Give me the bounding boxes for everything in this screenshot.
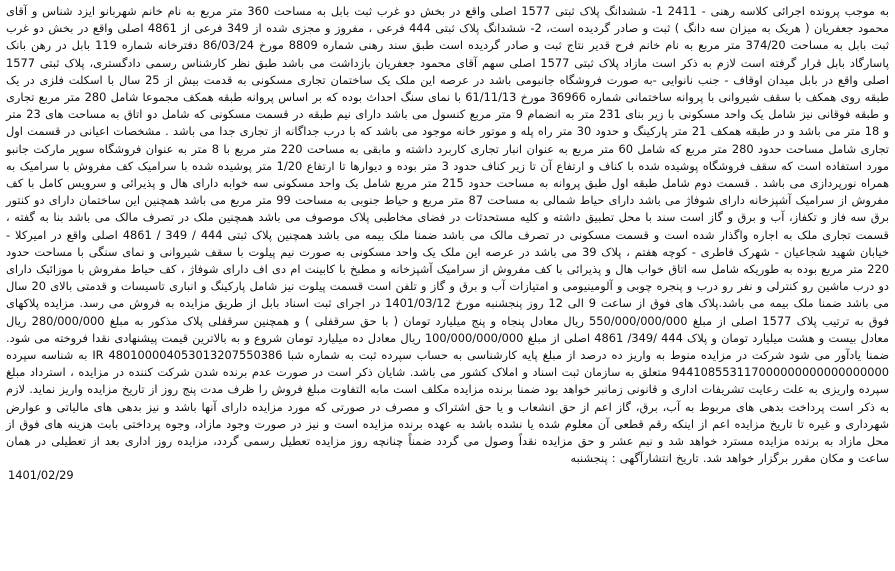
publication-date: 1401/02/29 [8,468,74,483]
auction-notice-text: به موجب پرونده اجرائی کلاسه رهنی - 2411 1- ششدانگ پلاک ثبتی 1577 اصلی واقع در بخش دو غرب ثبت بابل به مساحت 360 متر مربع به نام خانم شهربانو ایزد شناس و آقای محمود جعفریان ( هریک به میزان سه دانگ ) ثبت و صادر گردیده است، 2- ششدانگ پلاک ثبتی 444 فرعی ، مفروز و مجزی شده از 349 فرعی از 4861 اصلی واقع در بخش دو غرب ثبت بابل به مساحت 374/20 متر مربع به نام خانم فرح قدیر نتاج ثبت و صادر گردیده است طبق سند رهنی شماره 8809 مورخ 86/03/24 دفترخانه شماره 119 بابل در رهن بانک پاسارگاد بابل قرار گرفته است لازم به ذکر است مازاد پلاک ثبتی 1577 اصلی سهم آقای محمود جعفریان بازداشت می باشد طبق نظر کارشناس رسمی دادگستری، پلاک ثبتی 1577 اصلی واقع در بابل میدان اوقاف - جنب نانوایی -به صورت فروشگاه جانبومی باشد در عرصه این ملک یک ساختمان تجاری مسکونی به قدمت بیش از 25 سال با اسکلت فلزی در یک طبقه روی همکف با سقف شیروانی با پروانه ساختمانی شماره 36966 مورخ 61/11/13 با نمای سنگ احداث بوده که بر اساس پروانه طبقه همکف مجموعا شامل 280 متر مربع تجاری و طبقه فوقانی نیز شامل یک واحد مسکونی با زیر بنای 231 متر به انضمام 9 متر مربع کنسول می باشد دارای نیم طبقه در قسمت مسکونی که شامل دو اتاق به مساحت های 23 متر و 18 متر می باشد و در طبقه همکف 21 متر پارکینگ و حدود 30 متر راه پله و موتور خانه موجود می باشد که با درب جداگانه از تجاری جدا می باشد . مشخصات اعیانی در قسمت اول تجاری شامل مساحت حدود 280 متر مربع که شامل 60 متر مربع به عنوان انبار تجاری کاربرد داشته و مابقی به مساحت 220 متر مربع با 8 متر به عنوان فروشگاه سوپر مارکت جانبو مورد استفاده است که سقف فروشگاه پوشیده شده با کناف و ارتفاع آن تا زیر کناف حدود 3 متر بوده و دیوارها تا ارتفاع 1/20 متر پوشیده شده با سرامیک کف مفروش با سرامیک به همراه نورپردازی می باشد . قسمت دوم شامل طبقه اول طبق پروانه به مساحت حدود 215 متر مربع شامل یک واحد مسکونی سه خوابه دارای هال و پذیرائی و سرویس کامل با کف مفروش از سرامیک آشپزخانه دارای شوفاژ می باشد دارای حیاط شمالی به مساحت 87 متر مربع و حیاط جنوبی به مساحت 99 متر مربع می باشد همچنین این ساختمان دارای دو کنتور برق سه فاز و تکفاز، آب و برق و گاز است سند با محل تطبیق داشته و کلیه مستحدثات در فضای مخاطبی پلاک موصوف می باشد همچنین ملک در تصرف مالک می باشد بنا به گفته ، قسمت تجاری ملک به اجاره واگذار شده است و قسمت مسکونی در تصرف مالک می باشد ضمنا ملک بیمه می باشد همچنین پلاک ثبتی 444 / 349 / 4861 اصلی واقع در امیرکلا - خیابان شهید شجاعیان - شهرک فاطری - کوچه هفتم ، پلاک 39 می باشد در عرصه این ملک یک واحد مسکونی به صورت نیم پیلوت با سقف شیروانی و نمای سنگی با مساحت حدود 220 متر مربع بوده به طوریکه شامل سه اتاق خواب هال و پذیرائی با کف مفروش از سرامیک آشپزخانه و مطبخ با کابینت ام دی اف دارای شوفاژ ، کف حیاط مفروش با موزائیک دارای دو درب ماشین رو کنترلی و نفر رو درب و پنجره چوبی و آلومینیومی و امتیازات آب و برق و گاز و تلفن است قسمت پیلوت نیز شامل پارکینگ و انباری تاسیسات و قدمتی بالای 20 سال می باشد ضمنا ملک بیمه می باشد.پلاک های فوق از ساعت 9 الی 12 روز پنجشنبه مورخ 1401/03/12 در اجرای ثبت اسناد بابل از طریق مزایده به فروش می رسد. مزایده پلاکهای فوق به ترتیب پلاک 1577 اصلی از مبلغ 550/000/000/000 ریال معادل پنجاه و پنج میلیارد تومان ( با حق سرقفلی ) و همچنین سرقفلی پلاک مذکور به مبلغ 280/000/000 ریال معادل بیست و هشت میلیارد تومان و پلاک 444 /349/ 4861 اصلی از مبلغ 100/000/000/000 ریال معادل ده میلیارد تومان شروع و به بالاترین قیمت پیشنهادی نقدا فروخته می شود. ضمنا یادآور می شود شرکت در مزایده منوط به واریز ده درصد از مبلغ پایه کارشناسی به حساب سپرده ثبت به شماره شبا 480100004053013207550386 IR به شناسه سپرده 944108553117000000000000000000 متعلق به سازمان ثبت اسناد و املاک کشور می باشد. شایان ذکر است در صورت عدم برنده شدن شرکت کننده در مزایده ، استرداد مبلغ سپرده واریزی به علت رعایت تشریفات اداری و قانونی زمانبر خواهد بود ضمنا برنده مزایده مکلف است مابه التفاوت مبلغ فروش را ظرف مدت پنج روز از تاریخ مزایده واریز نماید. لازم به ذکر است پرداخت بدهی های مربوط به آب، برق، گاز اعم از حق انشعاب و یا حق اشتراک و مصرف در صورتی که مورد مزایده دارای آنها باشد و نیز بدهی های مالیاتی و عوارض شهرداری و غیره تا تاریخ مزایده اعم از اینکه رقم قطعی آن معلوم شده یا نشده باشد به عهده برنده مزایده است و نیز در صورت وجود مازاد، وجوه پرداختی بابت هزینه های فوق از محل مازاد به برنده مزایده مسترد خواهد شد و نیم عشر و حق مزایده نقداً وصول می گردد ضمناً چنانچه روز مزایده تعطیل رسمی گردد، مزایده روز اداری بعد از تعطیلی در همان ساعت و مکان مقرر برگزار خواهد شد. تاریخ انتشارآگهی : پنجشنبه [6,4,890,466]
